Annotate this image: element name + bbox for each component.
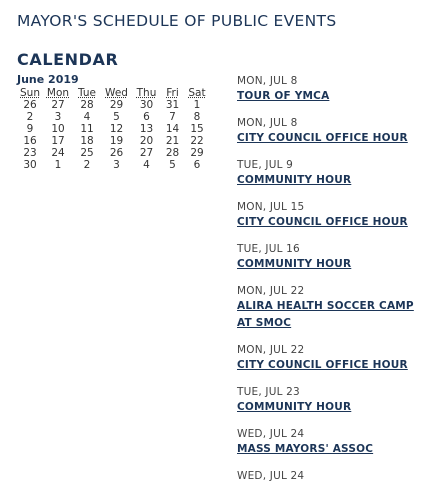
event-date: MON, JUL 8 xyxy=(237,75,298,87)
calendar-heading: CALENDAR xyxy=(17,50,119,69)
calendar-day: 4 xyxy=(83,111,91,123)
calendar-day: 19 xyxy=(109,135,124,147)
calendar-day: 15 xyxy=(190,123,204,135)
calendar-day: 3 xyxy=(113,159,120,171)
calendar-day: 29 xyxy=(109,99,124,111)
event-item xyxy=(237,385,427,416)
calendar-day: 27 xyxy=(139,147,154,159)
event-title-link[interactable]: TOUR OF YMCA xyxy=(237,90,330,102)
calendar-day: 8 xyxy=(193,111,201,123)
weekday-header: Mon xyxy=(46,87,70,99)
calendar-day: 26 xyxy=(23,99,37,111)
weekday-header: Thu xyxy=(136,87,157,99)
calendar-day: 2 xyxy=(26,111,34,123)
event-date: TUE, JUL 16 xyxy=(237,243,300,255)
calendar-day: 12 xyxy=(109,123,124,135)
calendar-day: 18 xyxy=(80,135,94,147)
event-date: WED, JUL 24 xyxy=(237,470,305,482)
calendar-day: 22 xyxy=(190,135,204,147)
event-date: MON, JUL 22 xyxy=(237,344,305,356)
calendar-day: 31 xyxy=(165,99,180,111)
calendar-day: 16 xyxy=(23,135,37,147)
event-date: WED, JUL 24 xyxy=(237,428,305,440)
calendar-month-label: June 2019 xyxy=(17,73,79,86)
event-title-link[interactable]: COMMUNITY HOUR xyxy=(237,174,352,186)
calendar-week xyxy=(17,99,210,111)
calendar-day: 9 xyxy=(26,123,34,135)
calendar-day: 13 xyxy=(139,123,154,135)
calendar-day: 30 xyxy=(139,99,154,111)
calendar-week xyxy=(17,159,210,171)
weekday-header: Tue xyxy=(78,87,96,99)
event-title-link[interactable]: CITY COUNCIL OFFICE HOUR xyxy=(237,216,408,228)
calendar-grid xyxy=(17,87,210,171)
calendar-day: 11 xyxy=(80,123,94,135)
event-date: TUE, JUL 9 xyxy=(237,159,294,171)
event-item xyxy=(237,200,427,231)
calendar-day: 23 xyxy=(23,147,37,159)
event-item xyxy=(237,469,427,483)
weekday-header: Sat xyxy=(188,87,206,99)
calendar-day: 7 xyxy=(169,111,176,123)
calendar-day: 2 xyxy=(83,159,91,171)
event-date: MON, JUL 22 xyxy=(237,285,305,297)
calendar-day: 17 xyxy=(51,135,65,147)
calendar-day: 21 xyxy=(165,135,180,147)
calendar-day: 28 xyxy=(80,99,94,111)
weekday-header: Sun xyxy=(20,87,40,99)
calendar-day: 27 xyxy=(51,99,65,111)
weekday-header: Wed xyxy=(105,87,128,99)
event-date: MON, JUL 15 xyxy=(237,201,305,213)
event-title-link[interactable]: COMMUNITY HOUR xyxy=(237,258,352,270)
calendar-day: 5 xyxy=(169,159,176,171)
mini-calendar xyxy=(17,73,210,171)
calendar-week xyxy=(17,123,210,135)
page-title: MAYOR'S SCHEDULE OF PUBLIC EVENTS xyxy=(17,12,337,30)
event-title-link[interactable]: MASS MAYORS' ASSOC xyxy=(237,443,374,455)
event-title-link[interactable]: CITY COUNCIL OFFICE HOUR xyxy=(237,132,408,144)
calendar-day: 25 xyxy=(80,147,94,159)
event-item xyxy=(237,427,427,458)
event-date: MON, JUL 8 xyxy=(237,117,298,129)
event-item xyxy=(237,74,427,105)
weekday-header: Fri xyxy=(166,87,179,99)
calendar-day: 4 xyxy=(143,159,150,171)
calendar-day: 26 xyxy=(109,147,124,159)
calendar-day: 10 xyxy=(51,123,65,135)
calendar-week xyxy=(17,111,210,123)
calendar-day: 1 xyxy=(54,159,62,171)
event-title-link[interactable]: COMMUNITY HOUR xyxy=(237,401,352,413)
calendar-day: 24 xyxy=(51,147,65,159)
event-item xyxy=(237,158,427,189)
calendar-day: 29 xyxy=(190,147,204,159)
calendar-day: 5 xyxy=(113,111,120,123)
event-item xyxy=(237,116,427,147)
event-item xyxy=(237,284,427,332)
calendar-week xyxy=(17,135,210,147)
event-title-link[interactable]: ALIRA HEALTH SOCCER CAMP AT SMOC xyxy=(237,300,414,329)
calendar-day: 6 xyxy=(193,159,201,171)
event-date: TUE, JUL 23 xyxy=(237,386,300,398)
calendar-day: 3 xyxy=(54,111,62,123)
event-title-link[interactable]: CITY COUNCIL OFFICE HOUR xyxy=(237,359,408,371)
calendar-day: 14 xyxy=(165,123,180,135)
calendar-day: 20 xyxy=(139,135,154,147)
event-list xyxy=(237,74,427,494)
calendar-day: 6 xyxy=(143,111,150,123)
calendar-day: 30 xyxy=(23,159,37,171)
event-item xyxy=(237,343,427,374)
calendar-day: 28 xyxy=(165,147,180,159)
calendar-day: 1 xyxy=(193,99,201,111)
calendar-week xyxy=(17,147,210,159)
event-item xyxy=(237,242,427,273)
